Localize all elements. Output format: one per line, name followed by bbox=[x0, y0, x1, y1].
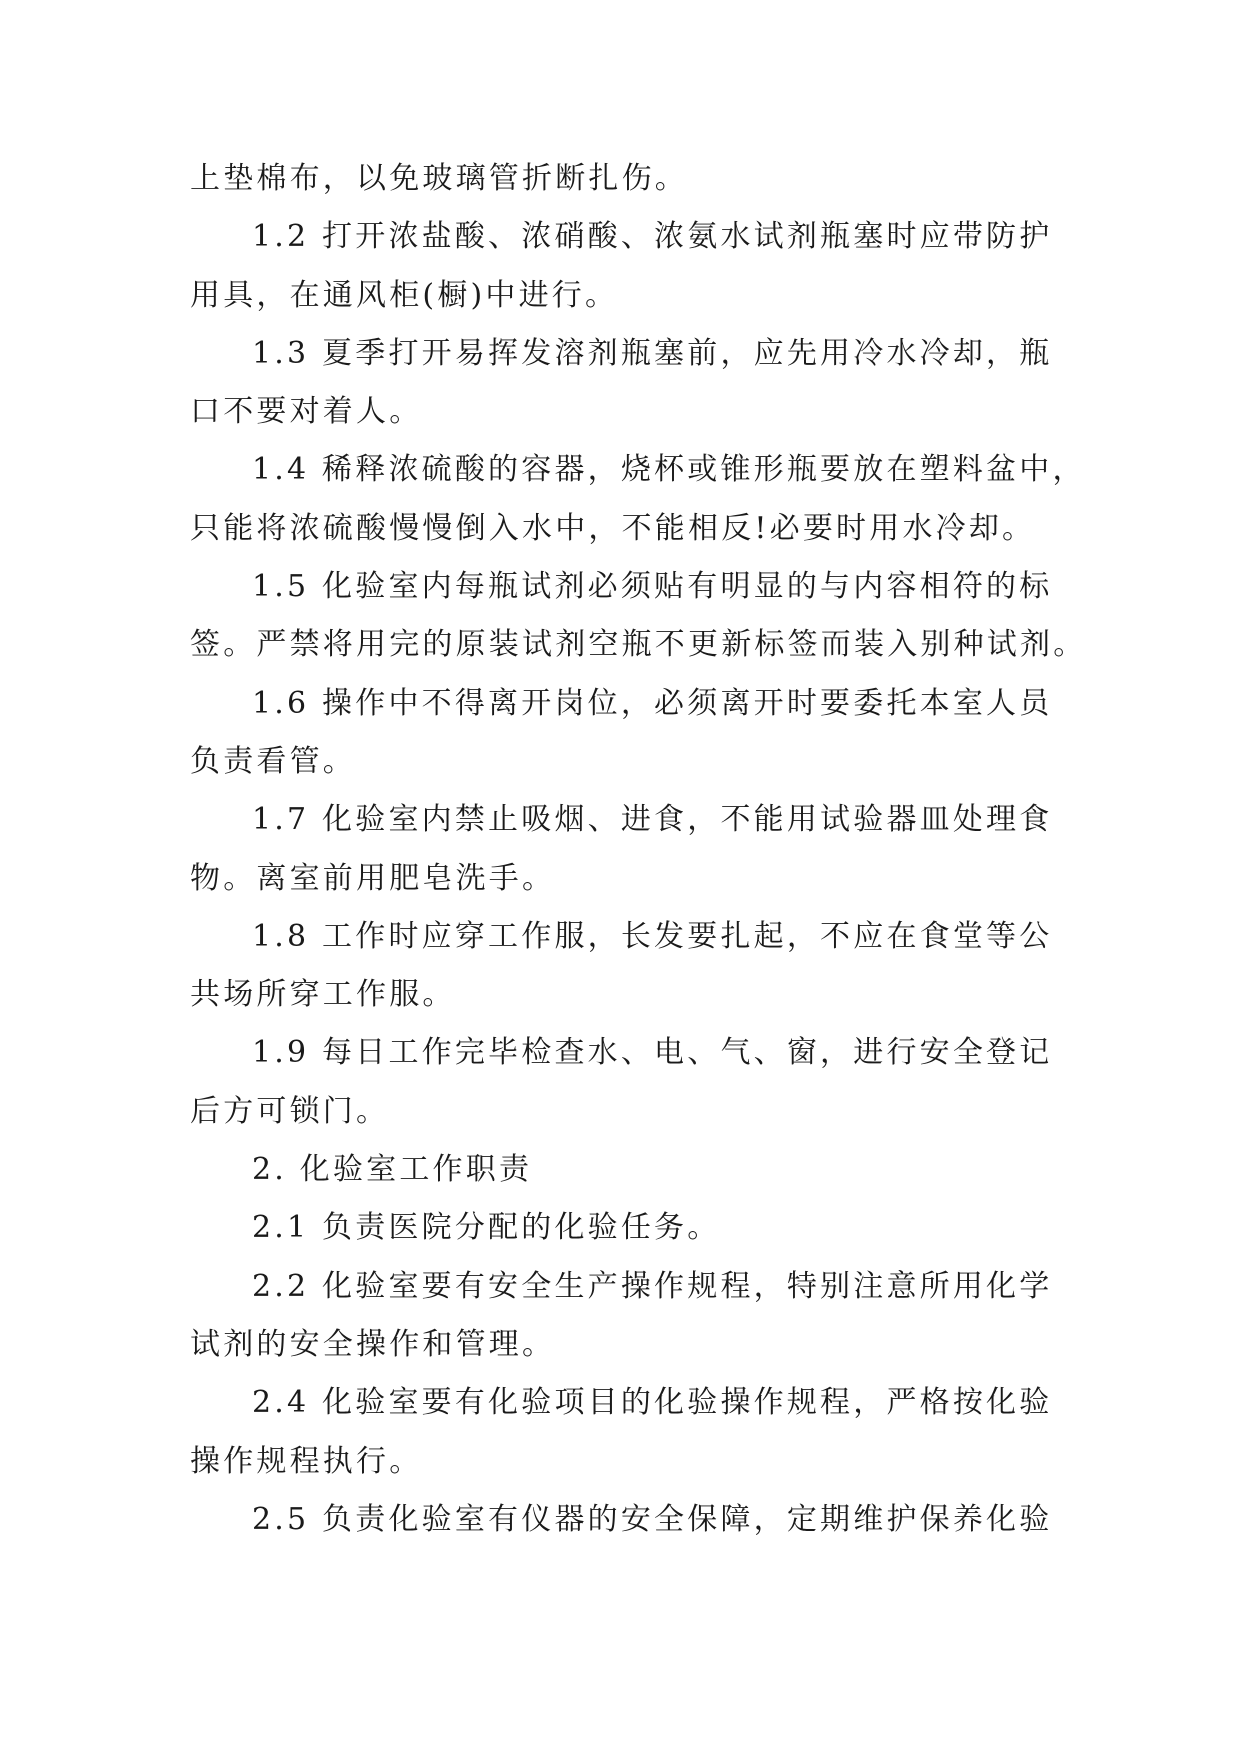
text-line: 2.5 负责化验室有仪器的安全保障，定期维护保养化验 bbox=[252, 1501, 1053, 1537]
text-line: 共场所穿工作服。 bbox=[190, 977, 456, 1013]
text-line: 只能将浓硫酸慢慢倒入水中，不能相反!必要时用水冷却。 bbox=[190, 510, 1036, 546]
text-line: 上垫棉布，以免玻璃管折断扎伤。 bbox=[190, 161, 688, 196]
text-line: 2.2 化验室要有安全生产操作规程，特别注意所用化学 bbox=[252, 1268, 1053, 1304]
text-line: 口不要对着人。 bbox=[190, 394, 423, 430]
section-heading: 2. 化验室工作职责 bbox=[252, 1152, 533, 1188]
document-page bbox=[190, 150, 1087, 1549]
text-line: 后方可锁门。 bbox=[190, 1093, 390, 1129]
text-line: 1.2 打开浓盐酸、浓硝酸、浓氨水试剂瓶塞时应带防护 bbox=[252, 219, 1053, 255]
text-line: 负责看管。 bbox=[190, 743, 356, 779]
text-line: 1.8 工作时应穿工作服，长发要扎起，不应在食堂等公 bbox=[252, 918, 1053, 954]
text-line: 操作规程执行。 bbox=[190, 1443, 423, 1479]
text-line: 签。严禁将用完的原装试剂空瓶不更新标签而装入别种试剂。 bbox=[190, 627, 1087, 663]
text-line: 物。离室前用肥皂洗手。 bbox=[190, 860, 556, 896]
text-line: 试剂的安全操作和管理。 bbox=[190, 1326, 556, 1362]
text-line: 2.4 化验室要有化验项目的化验操作规程，严格按化验 bbox=[252, 1385, 1053, 1421]
text-line: 1.7 化验室内禁止吸烟、进食，不能用试验器皿处理食 bbox=[252, 802, 1053, 838]
text-line: 2.1 负责医院分配的化验任务。 bbox=[252, 1210, 721, 1246]
text-line: 1.9 每日工作完毕检查水、电、气、窗，进行安全登记 bbox=[252, 1035, 1053, 1071]
text-line: 1.3 夏季打开易挥发溶剂瓶塞前，应先用冷水冷却，瓶 bbox=[252, 335, 1053, 371]
text-line: 1.6 操作中不得离开岗位，必须离开时要委托本室人员 bbox=[252, 685, 1053, 721]
text-line: 1.4 稀释浓硫酸的容器，烧杯或锥形瓶要放在塑料盆中， bbox=[252, 452, 1086, 488]
text-line: 用具，在通风柜(橱)中进行。 bbox=[190, 277, 619, 313]
text-line: 1.5 化验室内每瓶试剂必须贴有明显的与内容相符的标 bbox=[252, 569, 1053, 605]
